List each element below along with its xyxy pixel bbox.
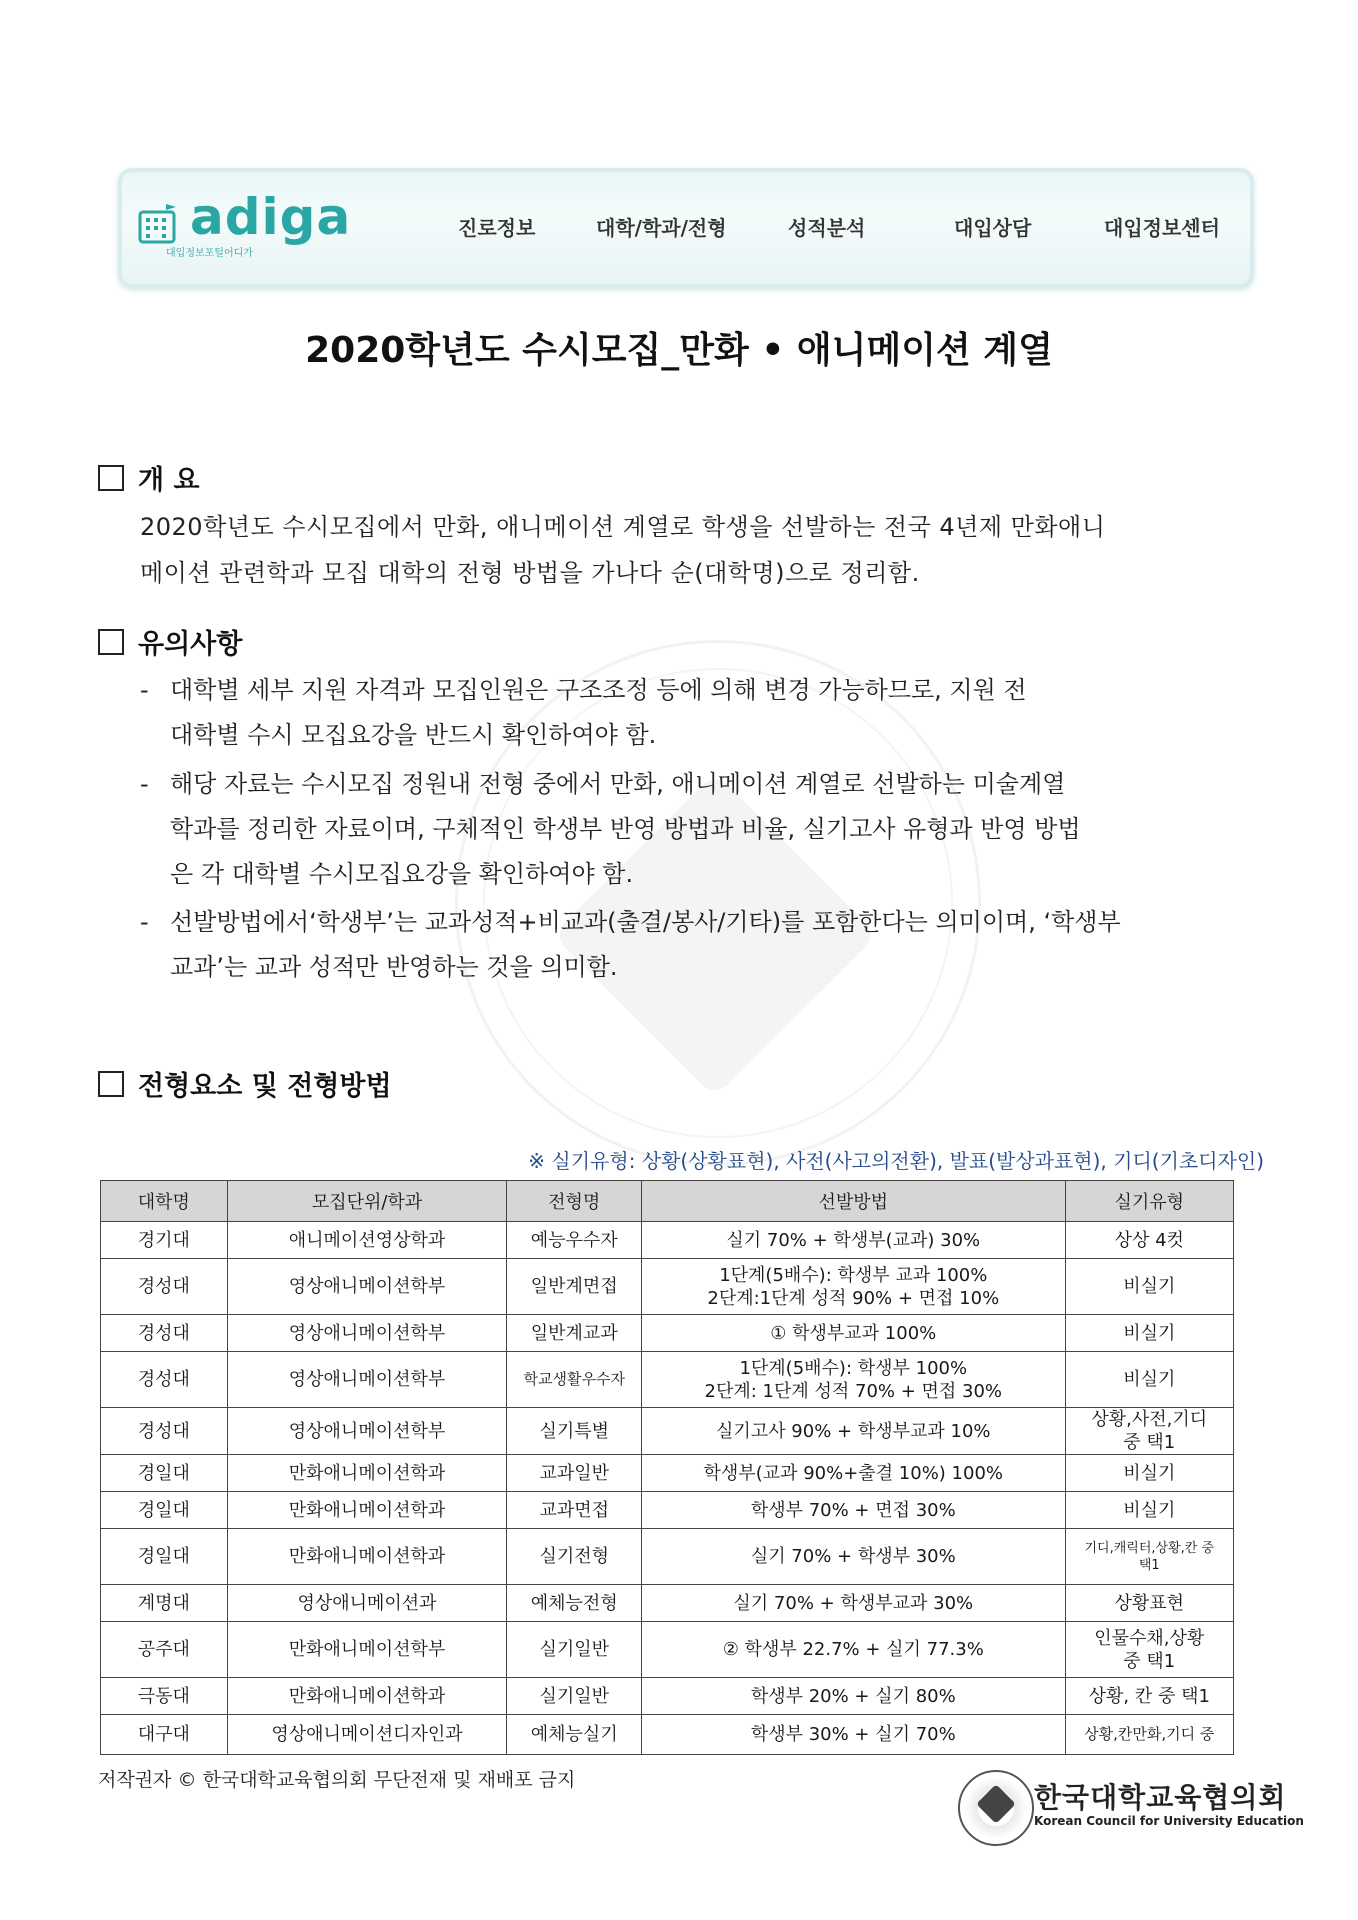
checkbox-icon <box>98 465 124 491</box>
section-method-heading: 전형요소 및 전형방법 <box>98 1064 392 1103</box>
cell-department: 영상애니메이션학부 <box>227 1315 507 1352</box>
cell-exam-type: 비실기 <box>1065 1315 1233 1352</box>
table-row <box>101 1585 1234 1622</box>
cell-selection-method: 실기 70% + 학생부(교과) 30% <box>642 1222 1066 1259</box>
cell-selection-method: 학생부 70% + 면접 30% <box>642 1492 1066 1529</box>
kcue-brand: 한국대학교육협의회 Korean Council for University Education <box>1034 1781 1304 1828</box>
cell-exam-type: 비실기 <box>1065 1455 1233 1492</box>
checkbox-icon <box>98 1071 124 1097</box>
cell-university: 경기대 <box>101 1222 228 1259</box>
table-row <box>101 1529 1234 1585</box>
cell-selection-method: 1단계(5배수): 학생부 100% 2단계: 1단계 성적 70% + 면접 30% <box>642 1352 1066 1408</box>
cell-selection-method: ① 학생부교과 100% <box>642 1315 1066 1352</box>
table-row <box>101 1455 1234 1492</box>
cell-department: 영상애니메이션학부 <box>227 1352 507 1408</box>
section-notes-heading: 유의사항 <box>98 622 242 661</box>
cell-exam-type: 인물수채,상황 중 택1 <box>1065 1622 1233 1678</box>
exam-type-legend: ※ 실기유형: 상황(상황표현), 사전(사고의전환), 발표(발상과표현), 기디(기초디자인) <box>528 1149 1264 1173</box>
cell-admission-type: 일반계교과 <box>507 1315 642 1352</box>
cell-admission-type: 교과면접 <box>507 1492 642 1529</box>
cell-selection-method: ② 학생부 22.7% + 실기 77.3% <box>642 1622 1066 1678</box>
cell-university: 경일대 <box>101 1492 228 1529</box>
cell-exam-type: 비실기 <box>1065 1352 1233 1408</box>
overview-text: 2020학년도 수시모집에서 만화, 애니메이션 계열로 학생을 선발하는 전국 4년제 만화애니 메이션 관련학과 모집 대학의 전형 방법을 가나다 순(대학명)으로 정리함. <box>140 513 1106 587</box>
building-icon <box>136 202 182 248</box>
cell-department: 영상애니메이션학부 <box>227 1408 507 1455</box>
header-banner <box>118 168 1254 288</box>
cell-university: 경성대 <box>101 1352 228 1408</box>
col-header: 선발방법 <box>642 1181 1066 1222</box>
cell-university: 계명대 <box>101 1585 228 1622</box>
cell-selection-method: 1단계(5배수): 학생부 교과 100% 2단계:1단계 성적 90% + 면접 10% <box>642 1259 1066 1315</box>
table-row <box>101 1715 1234 1755</box>
admissions-table <box>100 1180 1234 1755</box>
table-row <box>101 1492 1234 1529</box>
cell-exam-type: 기디,캐릭터,상황,칸 중 택1 <box>1065 1529 1233 1585</box>
table-row <box>101 1622 1234 1678</box>
adiga-logo[interactable] <box>136 188 466 264</box>
cell-department: 만화애니메이션학과 <box>227 1529 507 1585</box>
page-title: 2020학년도 수시모집_만화 • 애니메이션 계열 <box>305 330 1053 371</box>
cell-selection-method: 학생부 20% + 실기 80% <box>642 1678 1066 1715</box>
cell-exam-type: 상황표현 <box>1065 1585 1233 1622</box>
cell-department: 애니메이션영상학과 <box>227 1222 507 1259</box>
cell-exam-type: 상황,칸만화,기디 중 <box>1065 1715 1233 1755</box>
cell-exam-type: 상황, 칸 중 택1 <box>1065 1678 1233 1715</box>
cell-admission-type: 실기일반 <box>507 1678 642 1715</box>
cell-admission-type: 예체능전형 <box>507 1585 642 1622</box>
nav-consult[interactable]: 대입상담 <box>954 216 1032 240</box>
nav-career[interactable]: 진로정보 <box>458 216 536 240</box>
cell-exam-type: 상상 4컷 <box>1065 1222 1233 1259</box>
cell-department: 만화애니메이션학부 <box>227 1622 507 1678</box>
cell-selection-method: 실기 70% + 학생부 30% <box>642 1529 1066 1585</box>
cell-university: 대구대 <box>101 1715 228 1755</box>
cell-exam-type: 비실기 <box>1065 1259 1233 1315</box>
cell-admission-type: 실기전형 <box>507 1529 642 1585</box>
cell-department: 만화애니메이션학과 <box>227 1678 507 1715</box>
cell-selection-method: 실기고사 90% + 학생부교과 10% <box>642 1408 1066 1455</box>
cell-university: 극동대 <box>101 1678 228 1715</box>
col-header: 모집단위/학과 <box>227 1181 507 1222</box>
table-row <box>101 1408 1234 1455</box>
nav-university[interactable]: 대학/학과/전형 <box>596 216 727 240</box>
cell-department: 영상애니메이션디자인과 <box>227 1715 507 1755</box>
logo-subtitle: 대입정보포털어디가 <box>166 248 253 259</box>
table-row <box>101 1352 1234 1408</box>
cell-selection-method: 학생부(교과 90%+출결 10%) 100% <box>642 1455 1066 1492</box>
col-header: 전형명 <box>507 1181 642 1222</box>
section-overview-heading: 개 요 <box>98 458 200 497</box>
logo-text: adiga <box>190 188 352 246</box>
nav-score[interactable]: 성적분석 <box>788 216 866 240</box>
cell-university: 경일대 <box>101 1455 228 1492</box>
cell-exam-type: 비실기 <box>1065 1492 1233 1529</box>
table-header-row <box>101 1181 1234 1222</box>
cell-university: 경성대 <box>101 1315 228 1352</box>
checkbox-icon <box>98 629 124 655</box>
cell-exam-type: 상황,사전,기디 중 택1 <box>1065 1408 1233 1455</box>
cell-selection-method: 학생부 30% + 실기 70% <box>642 1715 1066 1755</box>
cell-admission-type: 교과일반 <box>507 1455 642 1492</box>
col-header: 대학명 <box>101 1181 228 1222</box>
cell-university: 경일대 <box>101 1529 228 1585</box>
copyright-notice: 저작권자 © 한국대학교육협의회 무단전재 및 재배포 금지 <box>98 1769 576 1791</box>
cell-admission-type: 학교생활우수자 <box>507 1352 642 1408</box>
table-row <box>101 1315 1234 1352</box>
cell-admission-type: 예체능실기 <box>507 1715 642 1755</box>
cell-admission-type: 예능우수자 <box>507 1222 642 1259</box>
cell-selection-method: 실기 70% + 학생부교과 30% <box>642 1585 1066 1622</box>
cell-admission-type: 실기일반 <box>507 1622 642 1678</box>
cell-department: 만화애니메이션학과 <box>227 1492 507 1529</box>
table-row <box>101 1259 1234 1315</box>
cell-university: 공주대 <box>101 1622 228 1678</box>
cell-admission-type: 일반계면접 <box>507 1259 642 1315</box>
cell-department: 만화애니메이션학과 <box>227 1455 507 1492</box>
cell-admission-type: 실기특별 <box>507 1408 642 1455</box>
col-header: 실기유형 <box>1065 1181 1233 1222</box>
note-item: - 해당 자료는 수시모집 정원내 전형 중에서 만화, 애니메이션 계열로 선발하는 미술계열 학과를 정리한 자료이며, 구체적인 학생부 반영 방법과 비율, 실기고사 유형과 반영 방법 은 각 대학별 수시모집요강을 확인하여야 함. <box>140 770 1081 888</box>
cell-university: 경성대 <box>101 1408 228 1455</box>
table-row <box>101 1678 1234 1715</box>
table-row <box>101 1222 1234 1259</box>
note-item: - 대학별 세부 지원 자격과 모집인원은 구조조정 등에 의해 변경 가능하므로, 지원 전 대학별 수시 모집요강을 반드시 확인하여야 함. <box>140 676 1027 749</box>
cell-university: 경성대 <box>101 1259 228 1315</box>
cell-department: 영상애니메이션학부 <box>227 1259 507 1315</box>
kcue-seal-icon <box>958 1770 1034 1846</box>
cell-department: 영상애니메이션과 <box>227 1585 507 1622</box>
note-item: - 선발방법에서‘학생부’는 교과성적+비교과(출결/봉사/기타)를 포함한다는 의미이며, ‘학생부 교과’는 교과 성적만 반영하는 것을 의미함. <box>140 908 1121 981</box>
nav-center[interactable]: 대입정보센터 <box>1104 216 1220 240</box>
